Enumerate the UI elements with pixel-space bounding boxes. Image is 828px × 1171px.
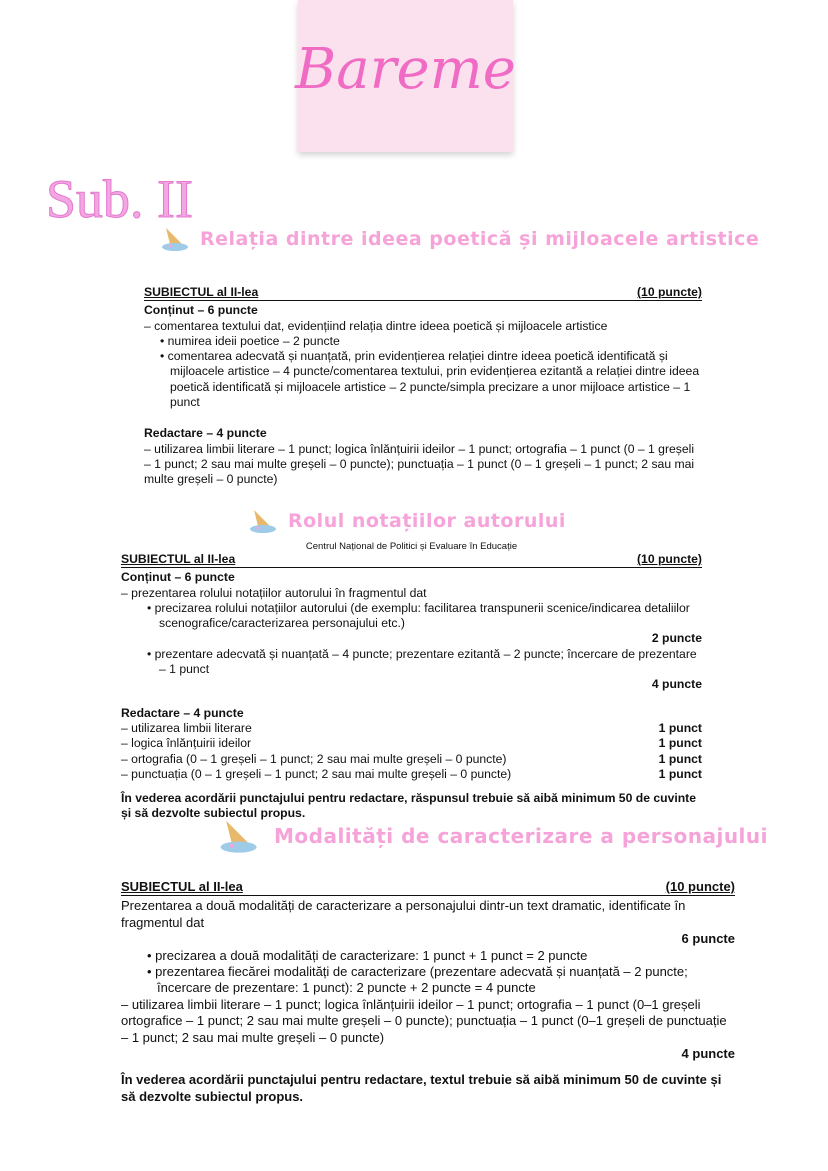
bullet-item: • comentarea adecvată și nuanțată, prin evidențierea relației dintre ideea poetică identificată și mijloacele artistice – 4 puncte/comentarea textului, prin evidențierea ezitantă a relației dintre ideea poetică identificată și mijloacele artistice – 2 puncte/simpla precizare a unor mijloace artistice – 1 punct [160,349,700,410]
subject-label: SUBIECTUL al II-lea [121,879,243,894]
sub-heading: Sub. II [46,169,193,229]
redactare-note: În vederea acordării punctajului pentru redactare, răspunsul trebuie să aibă minimum 50 de cuvinte și să dezvolte subiectul propus. [121,791,697,821]
subject-points: (10 puncte) [636,285,702,299]
redactare-points: 1 punct [658,751,702,766]
ice-cream-icon [162,226,190,252]
redactare-item: – ortografia (0 – 1 greșeli – 1 punct; 2 sau mai multe greșeli – 0 puncte) [121,751,507,766]
ice-cream-icon [220,818,260,854]
section-heading-2-text: Rolul notațiilor autorului [288,510,566,532]
section-heading-1 [162,226,759,252]
bullet-points: 2 puncte [651,631,702,646]
content-title: Conținut – 6 puncte [121,570,235,585]
redactare-points: 1 punct [658,736,702,751]
redactare-points: 1 punct [658,720,702,735]
redactare-title: Redactare – 4 puncte [121,705,244,720]
redactare-text: – utilizarea limbii literare – 1 punct; logica înlănțuirii ideilor – 1 punct; ortografia – 1 punct (0 – 1 greșeli – 1 punct; 2 sau mai multe greșeli – 0 puncte); punctuația – 1 punct (0 – 1 greșeli – 1 punct; 2 sau mai multe greșeli – 0 puncte) [144,441,695,487]
redactare-row [121,752,702,767]
redactare-item: – utilizarea limbii literare [121,720,252,735]
content-line: – prezentarea rolului notațiilor autorului în fragmentul dat [121,585,427,600]
page-title: Bareme [295,36,516,102]
redactare-row [121,736,702,751]
intro-text: Prezentarea a două modalități de caracterizare a personajului dintr-un text dramatic, identificate în fragmentul dat [121,898,686,930]
subject-label: SUBIECTUL al II-lea [144,285,259,299]
content-line: – comentarea textului dat, evidențiind relația dintre ideea poetică și mijloacele artistice [144,318,608,333]
subject-points: (10 puncte) [665,879,735,894]
redactare-row [121,767,702,782]
title-banner [295,0,516,152]
bullet-item: • prezentare adecvată și nuanțată – 4 puncte; prezentare ezitantă – 2 puncte; încercare de prezentare – 1 punct [147,646,697,677]
section-heading-1-text: Relația dintre ideea poetică și mijloacele artistice [200,228,760,250]
section-heading-3 [220,818,768,854]
redactare-row [121,721,702,736]
section-heading-3-text: Modalități de caracterizare a personajului [274,824,769,848]
redactare-item: – logica înlănțuirii ideilor [121,736,252,751]
subject-header [121,879,735,896]
subject-header [121,552,702,568]
subject-label: SUBIECTUL al II-lea [121,552,236,566]
redactare-points: 4 puncte [681,1046,735,1062]
redactare-points: 1 punct [658,766,702,781]
bullet-points: 4 puncte [651,677,702,692]
intro-points: 6 puncte [681,931,735,947]
subject-points: (10 puncte) [636,552,702,566]
grading-block-3 [121,879,735,1105]
ice-cream-icon [250,508,278,534]
subject-header [144,285,702,301]
redactare-note: În vederea acordării punctajului pentru redactare, textul trebuie să aibă minimum 50 de cuvinte și să dezvolte subiectul propus. [121,1072,722,1104]
grading-block-1 [144,285,702,488]
grading-block-2 [121,541,702,822]
redactare-text: – utilizarea limbii literare – 1 punct; logica înlănțuirii ideilor – 1 punct; ortografia – 1 punct (0–1 greșeli ortografice – 1 punct; 2 sau mai multe greșeli – 0 puncte); punctuația – 1 punct (0–1 greșeli de punctuație – 1 punct; 2 sau mai multe greșeli – 0 puncte) [121,996,727,1045]
content-title: Conținut – 6 puncte [144,303,258,318]
institution-name: Centrul Național de Politici și Evaluare în Educație [305,541,518,552]
bullet-item: • numirea ideii poetice – 2 puncte [160,333,340,348]
redactare-item: – punctuația (0 – 1 greșeli – 1 punct; 2 sau mai multe greșeli – 0 puncte) [121,766,512,781]
bullet-item: • precizarea a două modalități de caracterizare: 1 punct + 1 punct = 2 puncte [147,947,588,963]
redactare-title: Redactare – 4 puncte [144,426,267,441]
bullet-item: • precizarea rolului notațiilor autorului (de exemplu: facilitarea transpunerii scenice/indicarea detaliilor scenografice/caracterizarea personajului etc.) [147,600,690,631]
bullet-item: • prezentarea fiecărei modalități de caracterizare (prezentare adecvată și nuanțată – 2 puncte; încercare de prezentare: 1 punct): 2 puncte + 2 puncte = 4 puncte [147,964,688,996]
section-heading-2 [250,508,566,534]
